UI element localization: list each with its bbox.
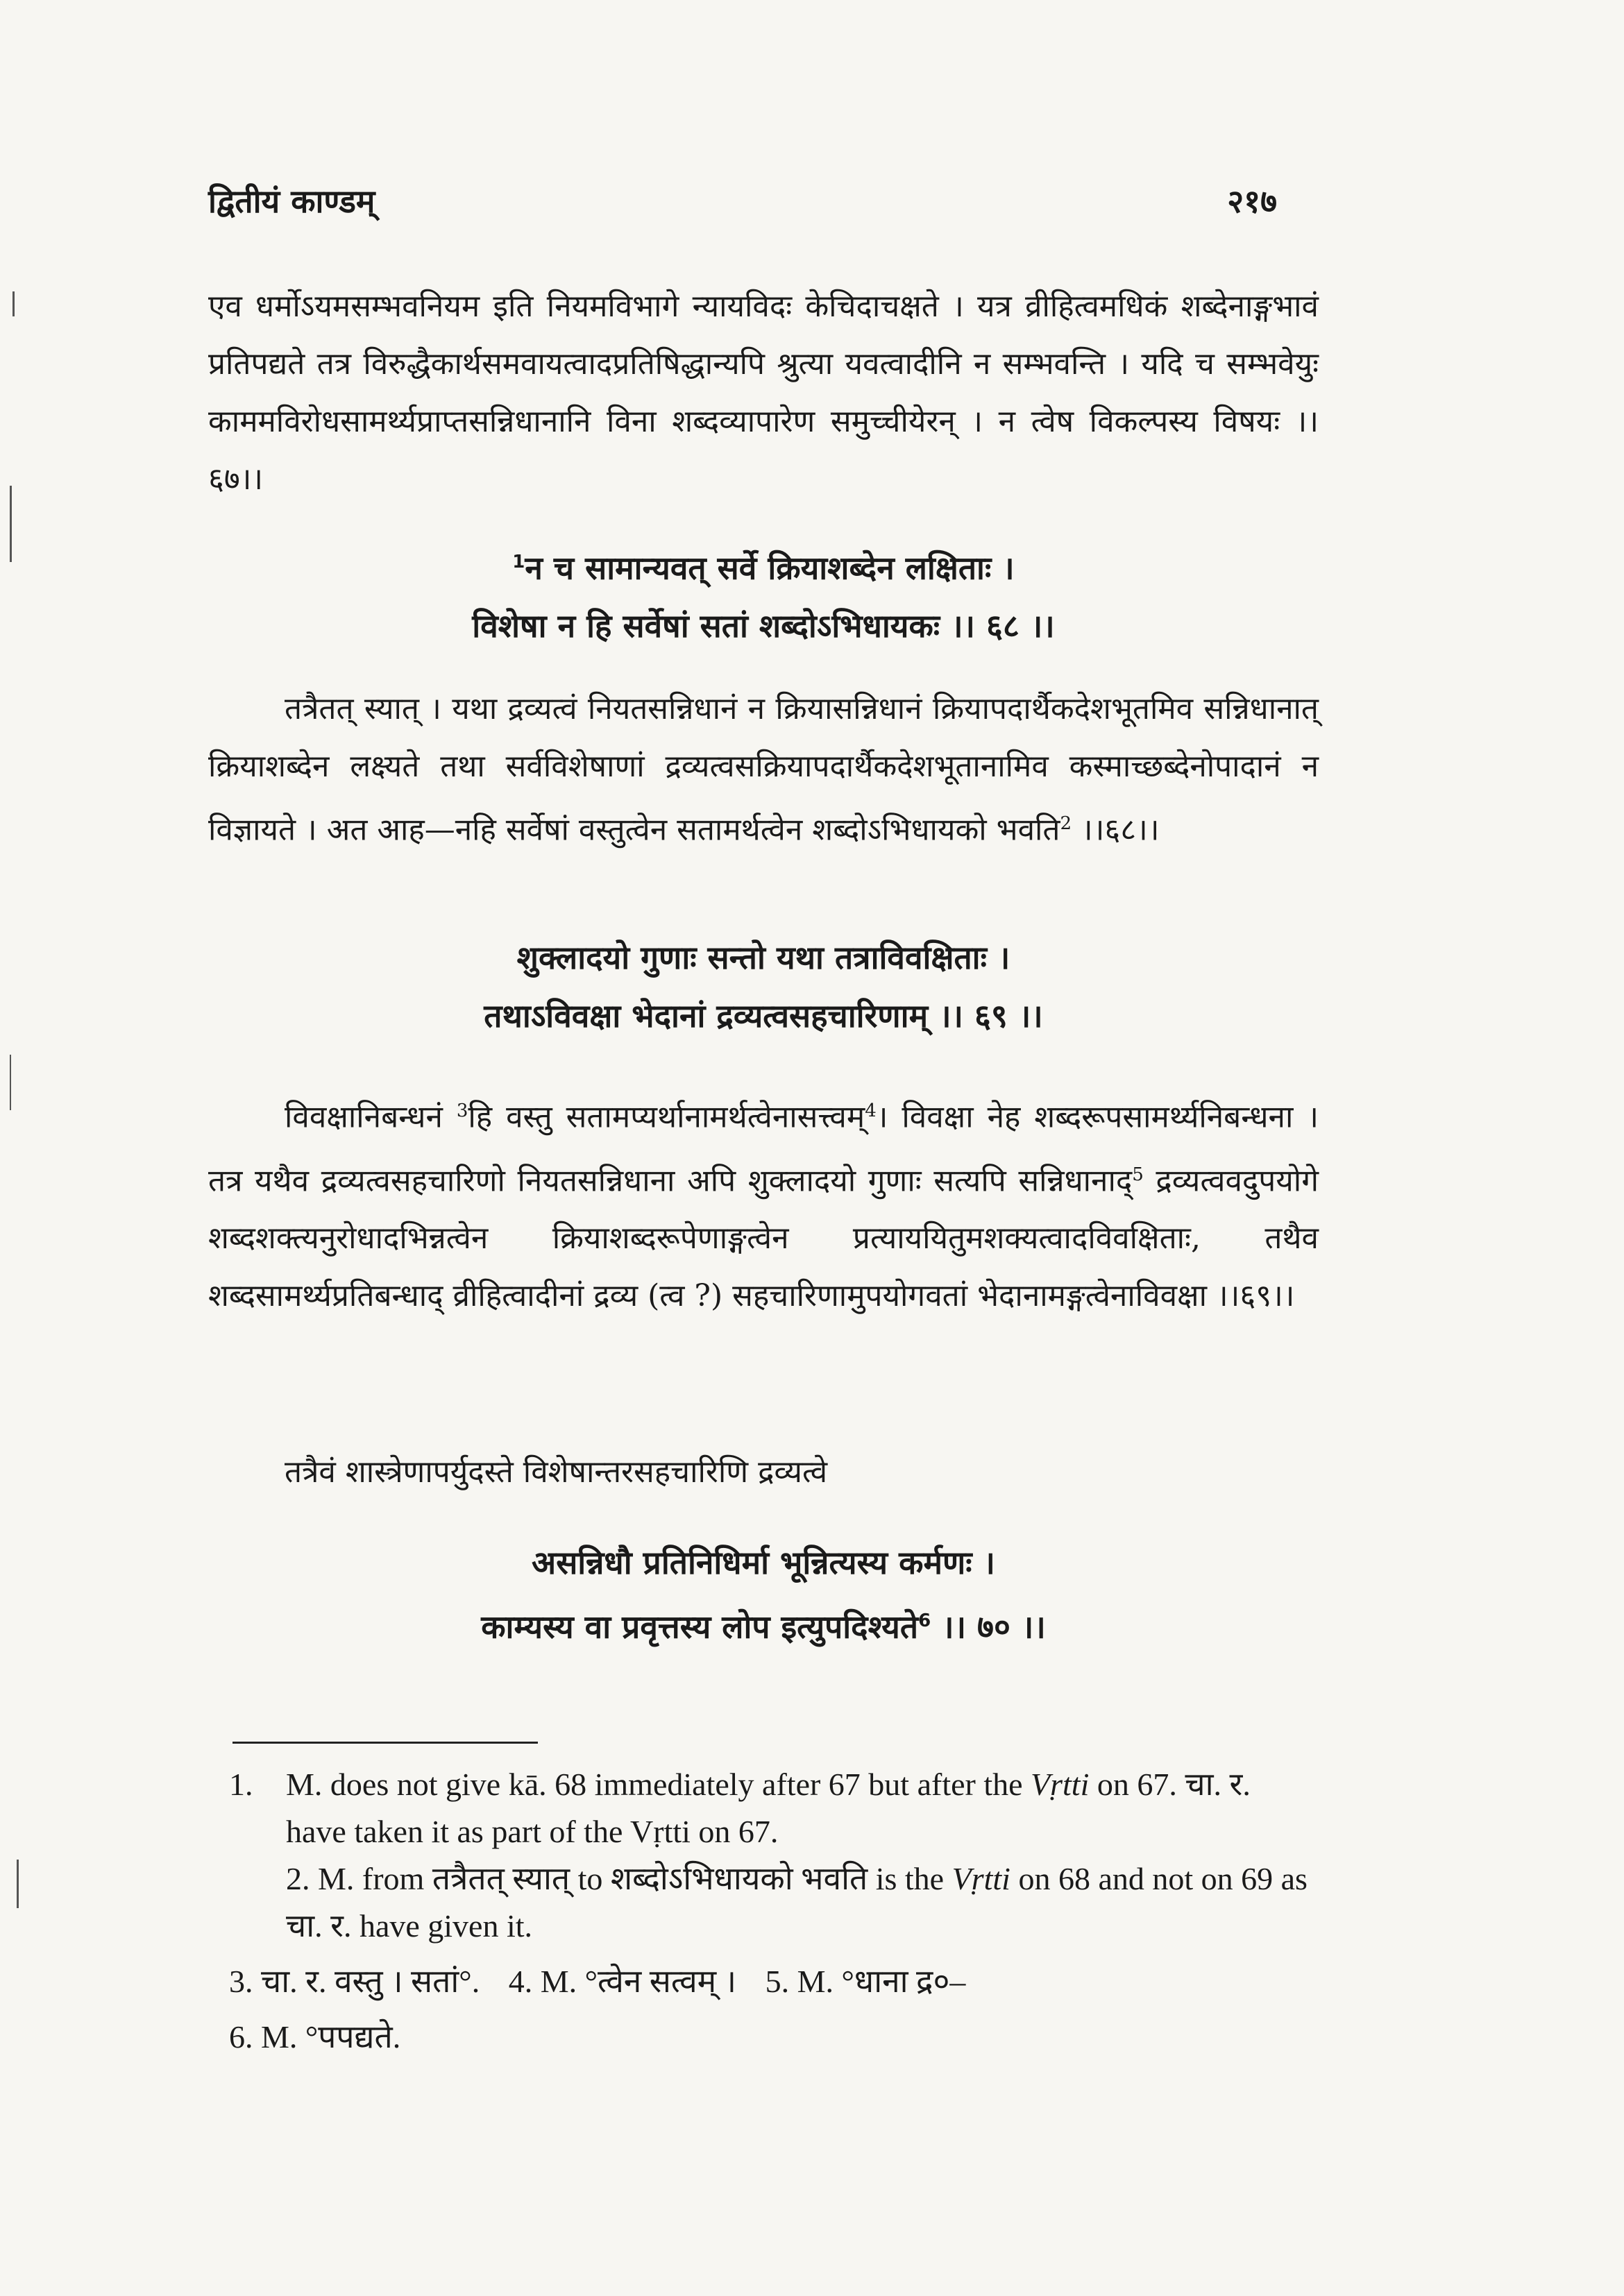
paragraph-2 <box>208 680 1319 859</box>
footnote-2-vrtti: Vṛtti <box>951 1861 1010 1896</box>
scan-mark-left-mid <box>10 486 12 562</box>
header-title: द्वितीयं काण्डम् <box>208 182 375 220</box>
verse-68-line-1: $^1$न च सामान्यवत् सर्वे क्रियाशब्देन लक्षिताः । <box>512 549 1015 587</box>
paragraph-4 <box>208 1443 1319 1501</box>
footnote-marker-2: 2 <box>1060 813 1072 834</box>
footnote-1-vrtti: Vṛtti <box>1031 1767 1090 1802</box>
footnote-rule <box>232 1742 538 1744</box>
verse-69-line-1: शुक्लादयो गुणाः सन्तो यथा तत्राविवक्षिताः । <box>516 939 1010 976</box>
scan-mark-left-top <box>12 291 15 316</box>
running-header <box>208 179 1277 235</box>
footnote-1: 1. M. does not give kā. 68 immediately after 67 but after the Vṛtti on 67. चा. र. have taken it as part of the Vṛtti on 67. <box>229 1761 1312 1855</box>
footnote-marker-6: 6 <box>918 1610 931 1631</box>
verse-68 <box>208 533 1319 655</box>
footnote-3: 3. चा. र. वस्तु । सतां°. <box>229 1964 480 1999</box>
footnote-marker-1: 1 <box>512 552 525 572</box>
footnote-1-number: 1. <box>229 1767 253 1802</box>
verse-69-line-2: तथाऽविवक्षा भेदानां द्रव्यत्वसहचारिणाम् ।। ६९ ।। <box>484 997 1043 1035</box>
verse-70 <box>208 1533 1319 1656</box>
verse-69 <box>208 928 1319 1045</box>
footnote-2: 2. M. from तत्रैतत् स्यात् to शब्दोऽभिधायको भवति is the Vṛtti on 68 and not on 69 as चा. र. have given it. <box>286 1861 1308 1944</box>
footnote-4: 4. M. °त्वेन सत्वम् । <box>508 1964 737 1999</box>
footnote-5: 5. M. °धाना द्र०– <box>765 1964 966 1999</box>
footnote-marker-4: 4 <box>865 1100 877 1121</box>
paragraph-3 <box>208 1082 1319 1325</box>
scan-mark-left-foot <box>17 1860 19 1908</box>
footnote-marker-3: 3 <box>456 1100 468 1121</box>
footnotes <box>229 1761 1312 2061</box>
paragraph-3-text: विवक्षानिबन्धनं $^3$हि वस्तु सतामप्यर्थानामर्थत्वेनासत्त्वम्$^4$। विवक्षा नेह शब्दरूपसामर्थ्यनिबन्धना । तत्र यथैव द्रव्यत्वसहचारिणो नियतसन्निधाना अपि शुक्लादयो गुणाः सत्यपि सन्निधानाद्$^5$ द्रव्यत्ववदुपयोगे शब्दशक्त्यनुरोधादभिन्नत्वेन क्रियाशब्दरूपेणाङ्गत्वेन प्रत्याययितुमशक्यत्वादविवक्षिताः, तथैव शब्दसामर्थ्यप्रतिबन्धाद् व्रीहित्वादीनां द्रव्य (त्व ?) सहचारिणामुपयोगवतां भेदानामङ्गत्वेनाविवक्षा ।।६९।। <box>208 1099 1319 1314</box>
paragraph-1 <box>208 278 1319 508</box>
footnote-marker-5: 5 <box>1132 1164 1144 1185</box>
footnotes-3-to-5 <box>229 1958 1312 2005</box>
verse-70-line-1: असन्निधौ प्रतिनिधिर्मा भून्नित्यस्य कर्मणः । <box>532 1544 995 1581</box>
paragraph-1-text: एव धर्मोऽयमसम्भवनियम इति नियमविभागे न्यायविदः केचिदाचक्षते । यत्र व्रीहित्वमधिकं शब्देनाङ्गभावं प्रतिपद्यते तत्र विरुद्धैकार्थसमवायत्वादप्रतिषिद्धान्यपि श्रुत्या यवत्वादीनि न सम्भवन्ति । यदि च सम्भवेयुः काममविरोधसामर्थ्यप्राप्तसन्निधानानि विना शब्दव्यापारेण समुच्चीयेरन् । न त्वेष विकल्पस्य विषयः ।।६७।। <box>208 289 1319 497</box>
page-number: २१७ <box>1227 182 1277 220</box>
paragraph-2-text: तत्रैतत् स्यात् । यथा द्रव्यत्वं नियतसन्निधानं न क्रियासन्निधानं क्रियापदार्थैकदेशभूतमिव सन्निधानात् क्रियाशब्देन लक्ष्यते तथा सर्वविशेषाणां द्रव्यत्वसक्रियापदार्थैकदेशभूतानामिव कस्माच्छब्देनोपादानं न विज्ञायते । अत आह—नहि सर्वेषां वस्तुत्वेन सतामर्थत्वेन शब्दोऽभिधायको भवति$^2$ ।।६८।। <box>208 691 1319 848</box>
footnote-6: 6. M. °पपद्यते. <box>229 2019 401 2055</box>
verse-68-line-2: विशेषा न हि सर्वेषां सतां शब्दोऽभिधायकः ।। ६८ ।। <box>472 607 1055 645</box>
paragraph-4-text: तत्रैवं शास्त्रेणापर्युदस्ते विशेषान्तरसहचारिणि द्रव्यत्वे <box>285 1454 828 1490</box>
verse-70-line-2: काम्यस्य वा प्रवृत्तस्य लोप इत्युपदिश्यते$^6$ ।। ७० ।। <box>481 1608 1046 1646</box>
scan-mark-left-lower <box>10 1055 11 1110</box>
